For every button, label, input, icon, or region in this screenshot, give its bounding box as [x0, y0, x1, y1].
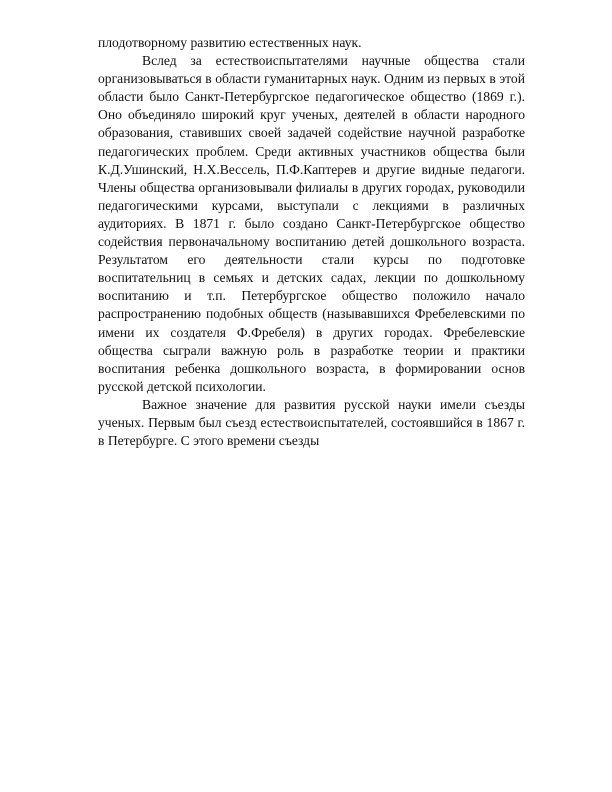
paragraph-scientific-societies: Вслед за естествоиспытателями научные общества стали организовываться в области гуманитарных наук. Одним из первых в этой области было Санкт-Петербургское педагогическое общество (1869 г.). Оно объединяло широкий круг ученых, деятелей в области народного образования, ставивших своей задачей содействие научной разработке педагогических проблем. Среди активных участников общества были К.Д.Ушинский, Н.Х.Вессель, П.Ф.Каптерев и другие видные педагоги. Члены общества организовывали филиалы в других городах, руководили педагогическими курсами, выступали с лекциями в различных аудиториях. В 1871 г. было создано Санкт-Петербургское общество содействия первоначальному воспитанию детей дошкольного возраста. Результатом его деятельности стали курсы по подготовке воспитательниц в семьях и детских садах, лекции по дошкольному воспитанию и т.п. Петербургское общество положило начало распространению подобных обществ (называвшихся Фребелевскими по имени их создателя Ф.Фребеля) в других городах. Фребелевские общества сыграли важную роль в разработке теории и практики воспитания ребенка дошкольного возраста, в формировании основ русской детской психологии. — [98, 53, 525, 394]
document-page — [98, 34, 525, 450]
paragraph-congresses: Важное значение для развития русской науки имели съезды ученых. Первым был съезд естествоиспытателей, состоявшийся в 1867 г. в Петербурге. С этого времени съезды — [98, 396, 525, 449]
paragraph-continuation: плодотворному развитию естественных наук. — [98, 35, 362, 50]
